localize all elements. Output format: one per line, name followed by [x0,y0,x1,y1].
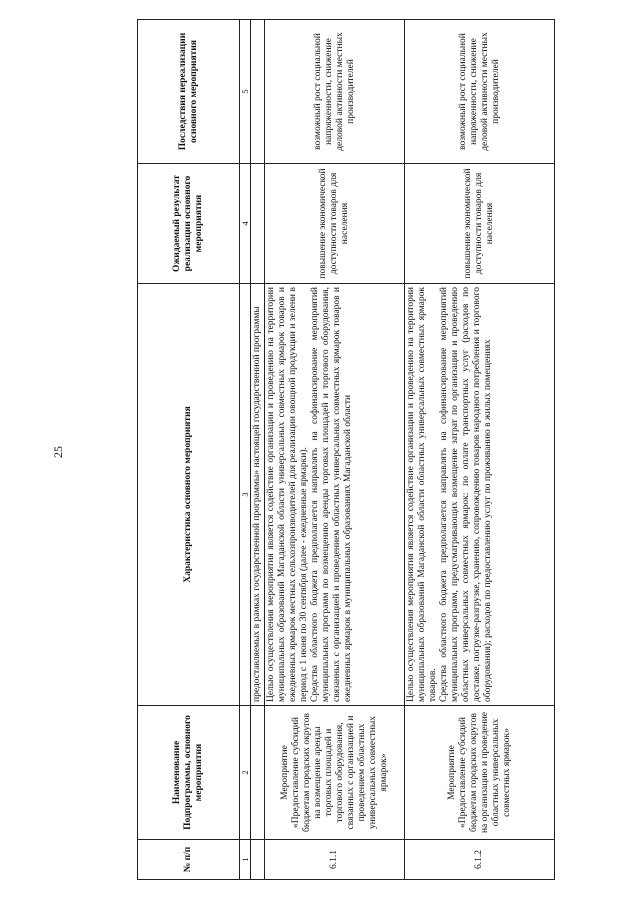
header-expected: Ожидаемый результат реализации основного мероприятия [138,164,240,284]
table-header-row [138,20,240,880]
col-number-3: 3 [240,284,251,706]
rotated-table-wrapper [137,20,597,880]
measure-name: Мероприятие «Предоставление субсидий бюджетам городских округов на возмещение аренды торговых площадей и торгового оборудования, связанных с организацией и проведением областных универсальных совместных ярмарок» [265,706,405,840]
col-number-5: 5 [240,20,251,164]
description-paragraph: Средства областного бюджета предполагается направлять на софинансирование мероприятий муниципальных программ, предусматривающих возмещение затрат по организации и проведению областных универсальных совместных ярмарок: по оплате транспортных услуг (расходов по доставке, погрузке-разгрузке, хранению, сопровождению товаров народного потребления и торгового оборудования); расходов по предоставлению услуг по проживанию в жилых помещениях [439,287,493,702]
table-row-continuation [251,20,265,880]
measure-description [405,284,555,706]
measure-name: Мероприятие «Предоставление субсидий бюджетам городских округов на организацию и проведение областных универсальных совместных ярмарок» [405,706,555,840]
page-number: 25 [51,446,65,458]
description-paragraph: Средства областного бюджета предполагается направлять на софинансирование мероприятий муниципальных программ по возмещению аренды торговых площадей и торгового оборудования, связанных с организацией и проведением областных универсальных совместных ярмарок товаров и ежедневных ярмарок в муниципальных образованиях Магаданской области [310,287,353,702]
expected-result: повышение экономической доступности товаров для населения [265,164,405,284]
measure-description [265,284,405,706]
description-paragraph: Целью осуществления мероприятия является содействие организации и проведению на территории муниципальных образований Магаданской области универсальных совместных ярмарок товаров и ежедневных ярмарок местных сельхозпроизводителей для реализации овощной продукции и зелени в период с 1 июня по 30 сентября (далее - ежедневные ярмарки). [266,287,309,702]
header-name: Наименование Подпрограммы, основного мероприятия [138,706,240,840]
header-description: Характеристика основного мероприятия [138,284,240,706]
col-number-2: 2 [240,706,251,840]
measures-table [137,19,555,880]
expected-result: повышение экономической доступности товаров для населения [405,164,555,284]
header-num: № п/п [138,840,240,880]
row-number: 6.1.2 [405,840,555,880]
continuation-text: предоставляемых в рамках государственной программы» настоящей государственной программы [251,284,265,706]
col-number-4: 4 [240,164,251,284]
header-consequences: Последствия нереализации основного мероприятия [138,20,240,164]
col-number-1: 1 [240,840,251,880]
table-row [405,20,555,880]
table-row [265,20,405,880]
consequences: возможный рост социальной напряженности, снижение деловой активности местных производителей [265,20,405,164]
description-paragraph: Целью осуществления мероприятия является содействие организации и проведению на территории муниципальных образований Магаданской области областных универсальных совместных ярмарок товаров. [406,287,438,702]
row-number: 6.1.1 [265,840,405,880]
consequences: возможный рост социальной напряженности, снижение деловой активности местных производителей [405,20,555,164]
column-number-row [240,20,251,880]
